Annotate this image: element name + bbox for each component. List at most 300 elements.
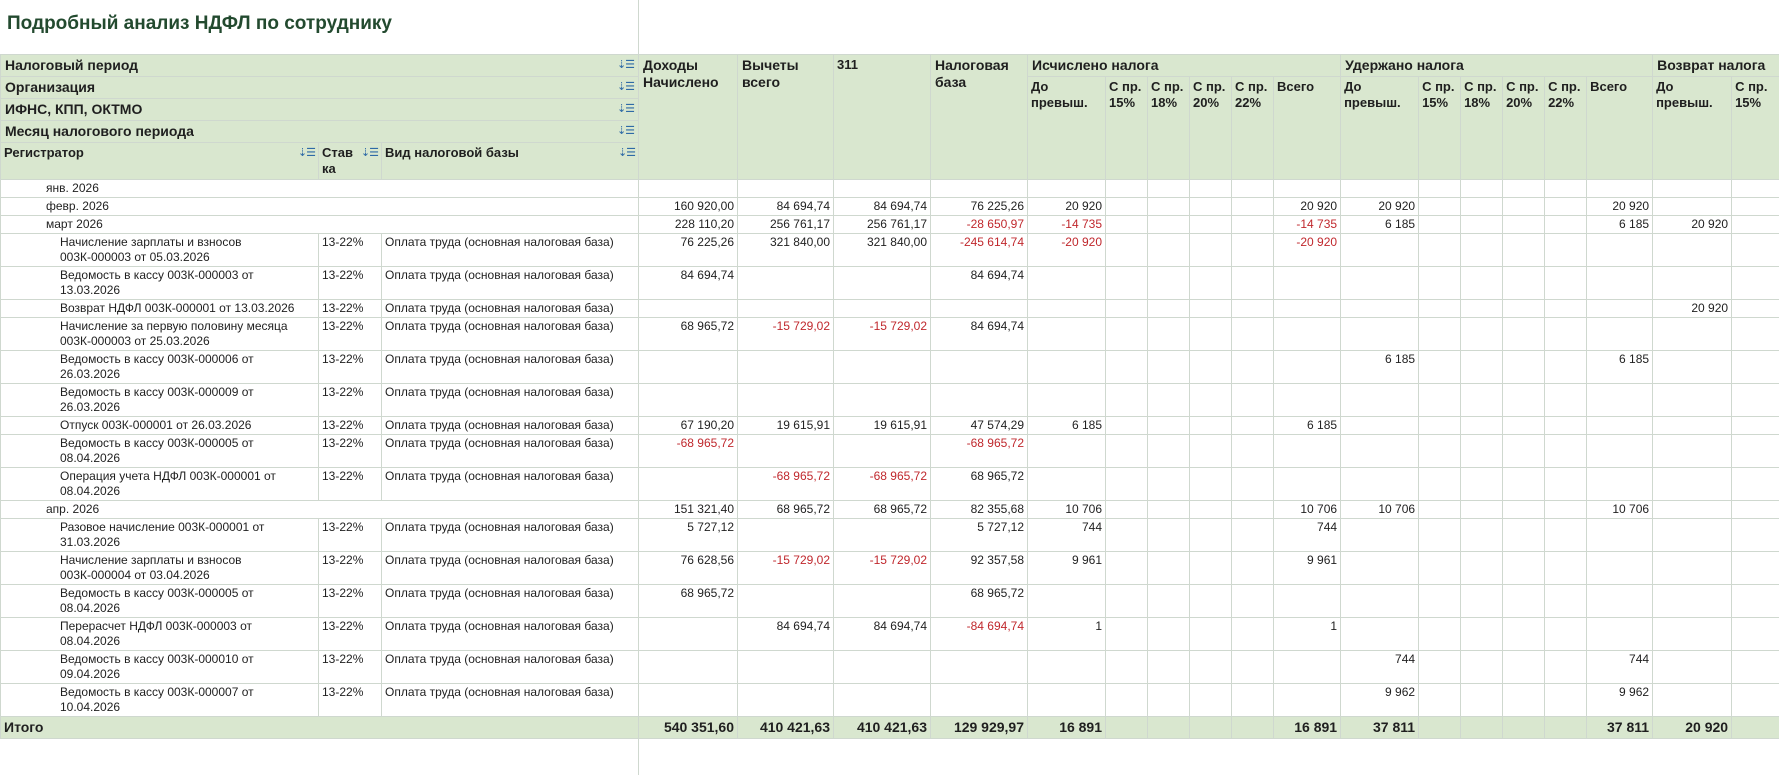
value-cell[interactable]: [1503, 684, 1545, 717]
rate-cell[interactable]: 13-22%: [319, 417, 382, 435]
value-cell[interactable]: [1232, 618, 1274, 651]
value-cell[interactable]: [1232, 351, 1274, 384]
value-cell[interactable]: [1106, 267, 1148, 300]
value-cell[interactable]: 256 761,17: [738, 216, 834, 234]
rate-cell[interactable]: 13-22%: [319, 519, 382, 552]
value-cell[interactable]: [1232, 684, 1274, 717]
value-cell[interactable]: [1545, 435, 1587, 468]
value-cell[interactable]: [1461, 651, 1503, 684]
value-cell[interactable]: [1732, 216, 1779, 234]
value-cell[interactable]: [1419, 318, 1461, 351]
value-cell[interactable]: [1190, 180, 1232, 198]
value-cell[interactable]: [1419, 585, 1461, 618]
value-cell[interactable]: 76 628,56: [639, 552, 738, 585]
value-cell[interactable]: [1419, 501, 1461, 519]
base-type-cell[interactable]: Оплата труда (основная налоговая база): [382, 618, 639, 651]
value-cell[interactable]: [1028, 318, 1106, 351]
value-cell[interactable]: [1028, 435, 1106, 468]
value-cell[interactable]: 129 929,97: [931, 717, 1028, 739]
registrar-cell[interactable]: Ведомость в кассу 003К-000006 от 26.03.2026: [1, 351, 319, 384]
value-cell[interactable]: [1106, 198, 1148, 216]
value-cell[interactable]: 68 965,72: [639, 585, 738, 618]
value-cell[interactable]: -15 729,02: [738, 552, 834, 585]
value-cell[interactable]: [1653, 198, 1732, 216]
rate-cell[interactable]: 13-22%: [319, 318, 382, 351]
value-cell[interactable]: [1503, 351, 1545, 384]
value-cell[interactable]: [931, 351, 1028, 384]
registrar-cell[interactable]: Разовое начисление 003К-000001 от 31.03.2026: [1, 519, 319, 552]
registrar-cell[interactable]: Ведомость в кассу 003К-000005 от 08.04.2026: [1, 435, 319, 468]
month-row[interactable]: [1, 216, 1779, 234]
value-cell[interactable]: 10 706: [1587, 501, 1653, 519]
value-cell[interactable]: [1587, 552, 1653, 585]
value-cell[interactable]: -68 965,72: [931, 435, 1028, 468]
header-calc-22[interactable]: С пр. 22%: [1232, 77, 1274, 180]
base-type-cell[interactable]: Оплата труда (основная налоговая база): [382, 318, 639, 351]
value-cell[interactable]: [1503, 234, 1545, 267]
sort-icon[interactable]: ⇣☰: [616, 81, 635, 93]
registrar-cell[interactable]: Отпуск 003К-000001 от 26.03.2026: [1, 417, 319, 435]
value-cell[interactable]: [1653, 684, 1732, 717]
value-cell[interactable]: [1653, 267, 1732, 300]
rate-cell[interactable]: 13-22%: [319, 585, 382, 618]
value-cell[interactable]: [1461, 180, 1503, 198]
value-cell[interactable]: [639, 351, 738, 384]
value-cell[interactable]: [834, 585, 931, 618]
value-cell[interactable]: [1274, 300, 1341, 318]
value-cell[interactable]: [1419, 651, 1461, 684]
value-cell[interactable]: [1653, 435, 1732, 468]
header-tax-base[interactable]: Налоговая база: [931, 55, 1028, 180]
value-cell[interactable]: [1503, 585, 1545, 618]
header-calc-15[interactable]: С пр. 15%: [1106, 77, 1148, 180]
value-cell[interactable]: [1653, 234, 1732, 267]
value-cell[interactable]: [1148, 717, 1190, 739]
month-row[interactable]: [1, 501, 1779, 519]
value-cell[interactable]: [1274, 384, 1341, 417]
value-cell[interactable]: [1232, 234, 1274, 267]
value-cell[interactable]: 744: [1587, 651, 1653, 684]
value-cell[interactable]: [1148, 180, 1190, 198]
value-cell[interactable]: [1503, 618, 1545, 651]
value-cell[interactable]: [1545, 267, 1587, 300]
value-cell[interactable]: [1545, 198, 1587, 216]
value-cell[interactable]: [834, 651, 931, 684]
value-cell[interactable]: [1461, 501, 1503, 519]
rate-cell[interactable]: 13-22%: [319, 384, 382, 417]
value-cell[interactable]: [1653, 180, 1732, 198]
value-cell[interactable]: 67 190,20: [639, 417, 738, 435]
value-cell[interactable]: [1106, 684, 1148, 717]
value-cell[interactable]: [1461, 552, 1503, 585]
header-deductions[interactable]: Вычеты всего: [738, 55, 834, 180]
base-type-cell[interactable]: Оплата труда (основная налоговая база): [382, 552, 639, 585]
value-cell[interactable]: [1419, 267, 1461, 300]
value-cell[interactable]: [1232, 180, 1274, 198]
value-cell[interactable]: [1190, 234, 1232, 267]
value-cell[interactable]: [1419, 519, 1461, 552]
header-calc-total[interactable]: Всего: [1274, 77, 1341, 180]
value-cell[interactable]: [1732, 552, 1779, 585]
rate-cell[interactable]: 13-22%: [319, 468, 382, 501]
value-cell[interactable]: [1028, 384, 1106, 417]
value-cell[interactable]: [1190, 267, 1232, 300]
value-cell[interactable]: [1232, 435, 1274, 468]
value-cell[interactable]: [1190, 501, 1232, 519]
value-cell[interactable]: [1461, 234, 1503, 267]
value-cell[interactable]: 10 706: [1274, 501, 1341, 519]
value-cell[interactable]: [1190, 618, 1232, 651]
value-cell[interactable]: -20 920: [1274, 234, 1341, 267]
header-registrar[interactable]: [1, 143, 319, 180]
value-cell[interactable]: [1148, 234, 1190, 267]
value-cell[interactable]: [1461, 216, 1503, 234]
value-cell[interactable]: [1653, 468, 1732, 501]
value-cell[interactable]: [1028, 651, 1106, 684]
value-cell[interactable]: [1190, 519, 1232, 552]
value-cell[interactable]: [1190, 216, 1232, 234]
value-cell[interactable]: [1028, 180, 1106, 198]
value-cell[interactable]: [1503, 384, 1545, 417]
value-cell[interactable]: [1232, 501, 1274, 519]
header-with-before[interactable]: До превыш.: [1341, 77, 1419, 180]
value-cell[interactable]: 37 811: [1341, 717, 1419, 739]
value-cell[interactable]: [931, 300, 1028, 318]
value-cell[interactable]: -68 965,72: [639, 435, 738, 468]
value-cell[interactable]: [1587, 300, 1653, 318]
value-cell[interactable]: [1232, 267, 1274, 300]
value-cell[interactable]: 20 920: [1653, 216, 1732, 234]
value-cell[interactable]: 6 185: [1341, 216, 1419, 234]
header-ret-15[interactable]: С пр. 15%: [1732, 77, 1779, 180]
header-rate[interactable]: [319, 143, 382, 180]
value-cell[interactable]: [1587, 435, 1653, 468]
value-cell[interactable]: [1653, 519, 1732, 552]
value-cell[interactable]: [738, 651, 834, 684]
value-cell[interactable]: -15 729,02: [834, 552, 931, 585]
rate-cell[interactable]: 13-22%: [319, 684, 382, 717]
document-row[interactable]: [1, 585, 1779, 618]
value-cell[interactable]: 84 694,74: [931, 267, 1028, 300]
base-type-cell[interactable]: Оплата труда (основная налоговая база): [382, 417, 639, 435]
value-cell[interactable]: [1545, 651, 1587, 684]
value-cell[interactable]: [1503, 468, 1545, 501]
value-cell[interactable]: 410 421,63: [738, 717, 834, 739]
value-cell[interactable]: [1106, 618, 1148, 651]
value-cell[interactable]: [1232, 198, 1274, 216]
total-row[interactable]: [1, 717, 1779, 739]
value-cell[interactable]: [1419, 468, 1461, 501]
value-cell[interactable]: [1545, 552, 1587, 585]
document-row[interactable]: [1, 468, 1779, 501]
value-cell[interactable]: [1106, 468, 1148, 501]
value-cell[interactable]: [1419, 417, 1461, 435]
value-cell[interactable]: [738, 435, 834, 468]
value-cell[interactable]: 5 727,12: [931, 519, 1028, 552]
value-cell[interactable]: [1274, 351, 1341, 384]
document-row[interactable]: [1, 435, 1779, 468]
value-cell[interactable]: [1341, 318, 1419, 351]
value-cell[interactable]: 256 761,17: [834, 216, 931, 234]
value-cell[interactable]: -68 965,72: [738, 468, 834, 501]
value-cell[interactable]: [1653, 501, 1732, 519]
month-row[interactable]: [1, 180, 1779, 198]
value-cell[interactable]: [1028, 351, 1106, 384]
month-label[interactable]: март 2026: [1, 216, 639, 234]
registrar-cell[interactable]: Ведомость в кассу 003К-000007 от 10.04.2026: [1, 684, 319, 717]
value-cell[interactable]: -14 735: [1274, 216, 1341, 234]
header-withheld[interactable]: Удержано налога: [1341, 55, 1653, 77]
value-cell[interactable]: 228 110,20: [639, 216, 738, 234]
sort-icon[interactable]: ⇣☰: [616, 103, 635, 115]
value-cell[interactable]: [1190, 198, 1232, 216]
value-cell[interactable]: [1419, 384, 1461, 417]
value-cell[interactable]: [1503, 216, 1545, 234]
registrar-cell[interactable]: Начисление за первую половину месяца 003К-000003 от 25.03.2026: [1, 318, 319, 351]
value-cell[interactable]: [1341, 435, 1419, 468]
header-calc-18[interactable]: С пр. 18%: [1148, 77, 1190, 180]
value-cell[interactable]: [1653, 318, 1732, 351]
value-cell[interactable]: [1461, 300, 1503, 318]
value-cell[interactable]: 1: [1028, 618, 1106, 651]
document-row[interactable]: [1, 618, 1779, 651]
value-cell[interactable]: 1: [1274, 618, 1341, 651]
rate-cell[interactable]: 13-22%: [319, 651, 382, 684]
header-with-22[interactable]: С пр. 22%: [1545, 77, 1587, 180]
value-cell[interactable]: [1106, 717, 1148, 739]
value-cell[interactable]: [1148, 300, 1190, 318]
value-cell[interactable]: [834, 300, 931, 318]
month-label[interactable]: февр. 2026: [1, 198, 639, 216]
value-cell[interactable]: 6 185: [1028, 417, 1106, 435]
value-cell[interactable]: [738, 384, 834, 417]
value-cell[interactable]: [1148, 417, 1190, 435]
value-cell[interactable]: [1419, 180, 1461, 198]
value-cell[interactable]: 9 962: [1587, 684, 1653, 717]
value-cell[interactable]: [1503, 435, 1545, 468]
value-cell[interactable]: [1232, 552, 1274, 585]
value-cell[interactable]: [834, 519, 931, 552]
value-cell[interactable]: [1653, 351, 1732, 384]
value-cell[interactable]: 76 225,26: [639, 234, 738, 267]
base-type-cell[interactable]: Оплата труда (основная налоговая база): [382, 519, 639, 552]
value-cell[interactable]: [1653, 417, 1732, 435]
document-row[interactable]: [1, 651, 1779, 684]
value-cell[interactable]: 321 840,00: [738, 234, 834, 267]
value-cell[interactable]: [1028, 267, 1106, 300]
value-cell[interactable]: [1732, 468, 1779, 501]
base-type-cell[interactable]: Оплата труда (основная налоговая база): [382, 585, 639, 618]
value-cell[interactable]: [1545, 684, 1587, 717]
value-cell[interactable]: [1148, 435, 1190, 468]
value-cell[interactable]: [1106, 585, 1148, 618]
registrar-cell[interactable]: Ведомость в кассу 003К-000010 от 09.04.2026: [1, 651, 319, 684]
value-cell[interactable]: [1148, 552, 1190, 585]
value-cell[interactable]: [639, 180, 738, 198]
value-cell[interactable]: [1148, 198, 1190, 216]
value-cell[interactable]: 68 965,72: [738, 501, 834, 519]
value-cell[interactable]: 68 965,72: [834, 501, 931, 519]
value-cell[interactable]: [931, 384, 1028, 417]
rate-cell[interactable]: 13-22%: [319, 618, 382, 651]
value-cell[interactable]: [1545, 519, 1587, 552]
value-cell[interactable]: [1653, 552, 1732, 585]
value-cell[interactable]: [1190, 585, 1232, 618]
value-cell[interactable]: 9 962: [1341, 684, 1419, 717]
value-cell[interactable]: [1106, 180, 1148, 198]
value-cell[interactable]: [1732, 318, 1779, 351]
value-cell[interactable]: -15 729,02: [834, 318, 931, 351]
value-cell[interactable]: [1461, 468, 1503, 501]
base-type-cell[interactable]: Оплата труда (основная налоговая база): [382, 267, 639, 300]
value-cell[interactable]: 92 357,58: [931, 552, 1028, 585]
value-cell[interactable]: -20 920: [1028, 234, 1106, 267]
value-cell[interactable]: [1732, 435, 1779, 468]
rate-cell[interactable]: 13-22%: [319, 435, 382, 468]
value-cell[interactable]: [1732, 519, 1779, 552]
document-row[interactable]: [1, 417, 1779, 435]
rate-cell[interactable]: 13-22%: [319, 300, 382, 318]
registrar-cell[interactable]: Начисление зарплаты и взносов 003К-000003 от 05.03.2026: [1, 234, 319, 267]
value-cell[interactable]: -15 729,02: [738, 318, 834, 351]
value-cell[interactable]: [1190, 300, 1232, 318]
value-cell[interactable]: -68 965,72: [834, 468, 931, 501]
value-cell[interactable]: [1190, 651, 1232, 684]
value-cell[interactable]: [1419, 684, 1461, 717]
value-cell[interactable]: 10 706: [1341, 501, 1419, 519]
value-cell[interactable]: [1148, 519, 1190, 552]
registrar-cell[interactable]: Начисление зарплаты и взносов 003К-000004 от 03.04.2026: [1, 552, 319, 585]
value-cell[interactable]: [1341, 618, 1419, 651]
value-cell[interactable]: 410 421,63: [834, 717, 931, 739]
value-cell[interactable]: [1545, 384, 1587, 417]
value-cell[interactable]: 6 185: [1587, 351, 1653, 384]
value-cell[interactable]: [1341, 267, 1419, 300]
value-cell[interactable]: [1148, 468, 1190, 501]
value-cell[interactable]: 84 694,74: [639, 267, 738, 300]
value-cell[interactable]: [1732, 585, 1779, 618]
header-refund[interactable]: Возврат налога: [1653, 55, 1779, 77]
value-cell[interactable]: 151 321,40: [639, 501, 738, 519]
document-row[interactable]: [1, 384, 1779, 417]
value-cell[interactable]: [1732, 717, 1779, 739]
value-cell[interactable]: [1106, 651, 1148, 684]
value-cell[interactable]: 84 694,74: [738, 198, 834, 216]
value-cell[interactable]: [1190, 417, 1232, 435]
value-cell[interactable]: [1545, 216, 1587, 234]
value-cell[interactable]: [1106, 351, 1148, 384]
value-cell[interactable]: [931, 180, 1028, 198]
value-cell[interactable]: [1461, 198, 1503, 216]
value-cell[interactable]: [1545, 501, 1587, 519]
value-cell[interactable]: [1148, 651, 1190, 684]
value-cell[interactable]: [738, 180, 834, 198]
value-cell[interactable]: [1732, 180, 1779, 198]
value-cell[interactable]: [1190, 351, 1232, 384]
value-cell[interactable]: [1028, 300, 1106, 318]
value-cell[interactable]: [1419, 300, 1461, 318]
value-cell[interactable]: [1232, 300, 1274, 318]
value-cell[interactable]: [1341, 519, 1419, 552]
value-cell[interactable]: 9 961: [1274, 552, 1341, 585]
document-row[interactable]: [1, 300, 1779, 318]
value-cell[interactable]: 68 965,72: [639, 318, 738, 351]
value-cell[interactable]: [1503, 267, 1545, 300]
value-cell[interactable]: 76 225,26: [931, 198, 1028, 216]
value-cell[interactable]: [1190, 318, 1232, 351]
registrar-cell[interactable]: Возврат НДФЛ 003К-000001 от 13.03.2026: [1, 300, 319, 318]
grouping-tax-period[interactable]: [1, 55, 639, 77]
rate-cell[interactable]: 13-22%: [319, 267, 382, 300]
value-cell[interactable]: [1545, 351, 1587, 384]
value-cell[interactable]: [1148, 501, 1190, 519]
value-cell[interactable]: [834, 684, 931, 717]
value-cell[interactable]: [1545, 318, 1587, 351]
value-cell[interactable]: [738, 585, 834, 618]
value-cell[interactable]: 160 920,00: [639, 198, 738, 216]
value-cell[interactable]: 16 891: [1028, 717, 1106, 739]
value-cell[interactable]: [1732, 198, 1779, 216]
value-cell[interactable]: 84 694,74: [834, 618, 931, 651]
grouping-ifns[interactable]: [1, 99, 639, 121]
value-cell[interactable]: [1732, 618, 1779, 651]
value-cell[interactable]: [1503, 318, 1545, 351]
value-cell[interactable]: 82 355,68: [931, 501, 1028, 519]
value-cell[interactable]: [1106, 234, 1148, 267]
value-cell[interactable]: [1503, 501, 1545, 519]
value-cell[interactable]: 19 615,91: [738, 417, 834, 435]
value-cell[interactable]: 37 811: [1587, 717, 1653, 739]
value-cell[interactable]: [1232, 216, 1274, 234]
value-cell[interactable]: [1587, 519, 1653, 552]
value-cell[interactable]: [1419, 234, 1461, 267]
value-cell[interactable]: [738, 684, 834, 717]
value-cell[interactable]: 47 574,29: [931, 417, 1028, 435]
value-cell[interactable]: [1274, 267, 1341, 300]
value-cell[interactable]: 540 351,60: [639, 717, 738, 739]
total-label[interactable]: Итого: [1, 717, 639, 739]
value-cell[interactable]: 68 965,72: [931, 585, 1028, 618]
month-label[interactable]: апр. 2026: [1, 501, 639, 519]
value-cell[interactable]: [1106, 552, 1148, 585]
value-cell[interactable]: [1190, 684, 1232, 717]
value-cell[interactable]: [1732, 384, 1779, 417]
base-type-cell[interactable]: Оплата труда (основная налоговая база): [382, 468, 639, 501]
header-with-15[interactable]: С пр. 15%: [1419, 77, 1461, 180]
value-cell[interactable]: 20 920: [1274, 198, 1341, 216]
value-cell[interactable]: [1232, 318, 1274, 351]
value-cell[interactable]: [1232, 384, 1274, 417]
value-cell[interactable]: [1419, 198, 1461, 216]
value-cell[interactable]: [1461, 618, 1503, 651]
value-cell[interactable]: [738, 519, 834, 552]
value-cell[interactable]: [1461, 267, 1503, 300]
document-row[interactable]: [1, 351, 1779, 384]
value-cell[interactable]: [639, 384, 738, 417]
registrar-cell[interactable]: Ведомость в кассу 003К-000009 от 26.03.2026: [1, 384, 319, 417]
document-row[interactable]: [1, 234, 1779, 267]
value-cell[interactable]: [1190, 552, 1232, 585]
value-cell[interactable]: [639, 651, 738, 684]
value-cell[interactable]: 10 706: [1028, 501, 1106, 519]
value-cell[interactable]: [1461, 318, 1503, 351]
value-cell[interactable]: [1106, 417, 1148, 435]
value-cell[interactable]: 6 185: [1274, 417, 1341, 435]
value-cell[interactable]: [1732, 300, 1779, 318]
value-cell[interactable]: [1341, 417, 1419, 435]
value-cell[interactable]: [1732, 501, 1779, 519]
value-cell[interactable]: [1461, 585, 1503, 618]
